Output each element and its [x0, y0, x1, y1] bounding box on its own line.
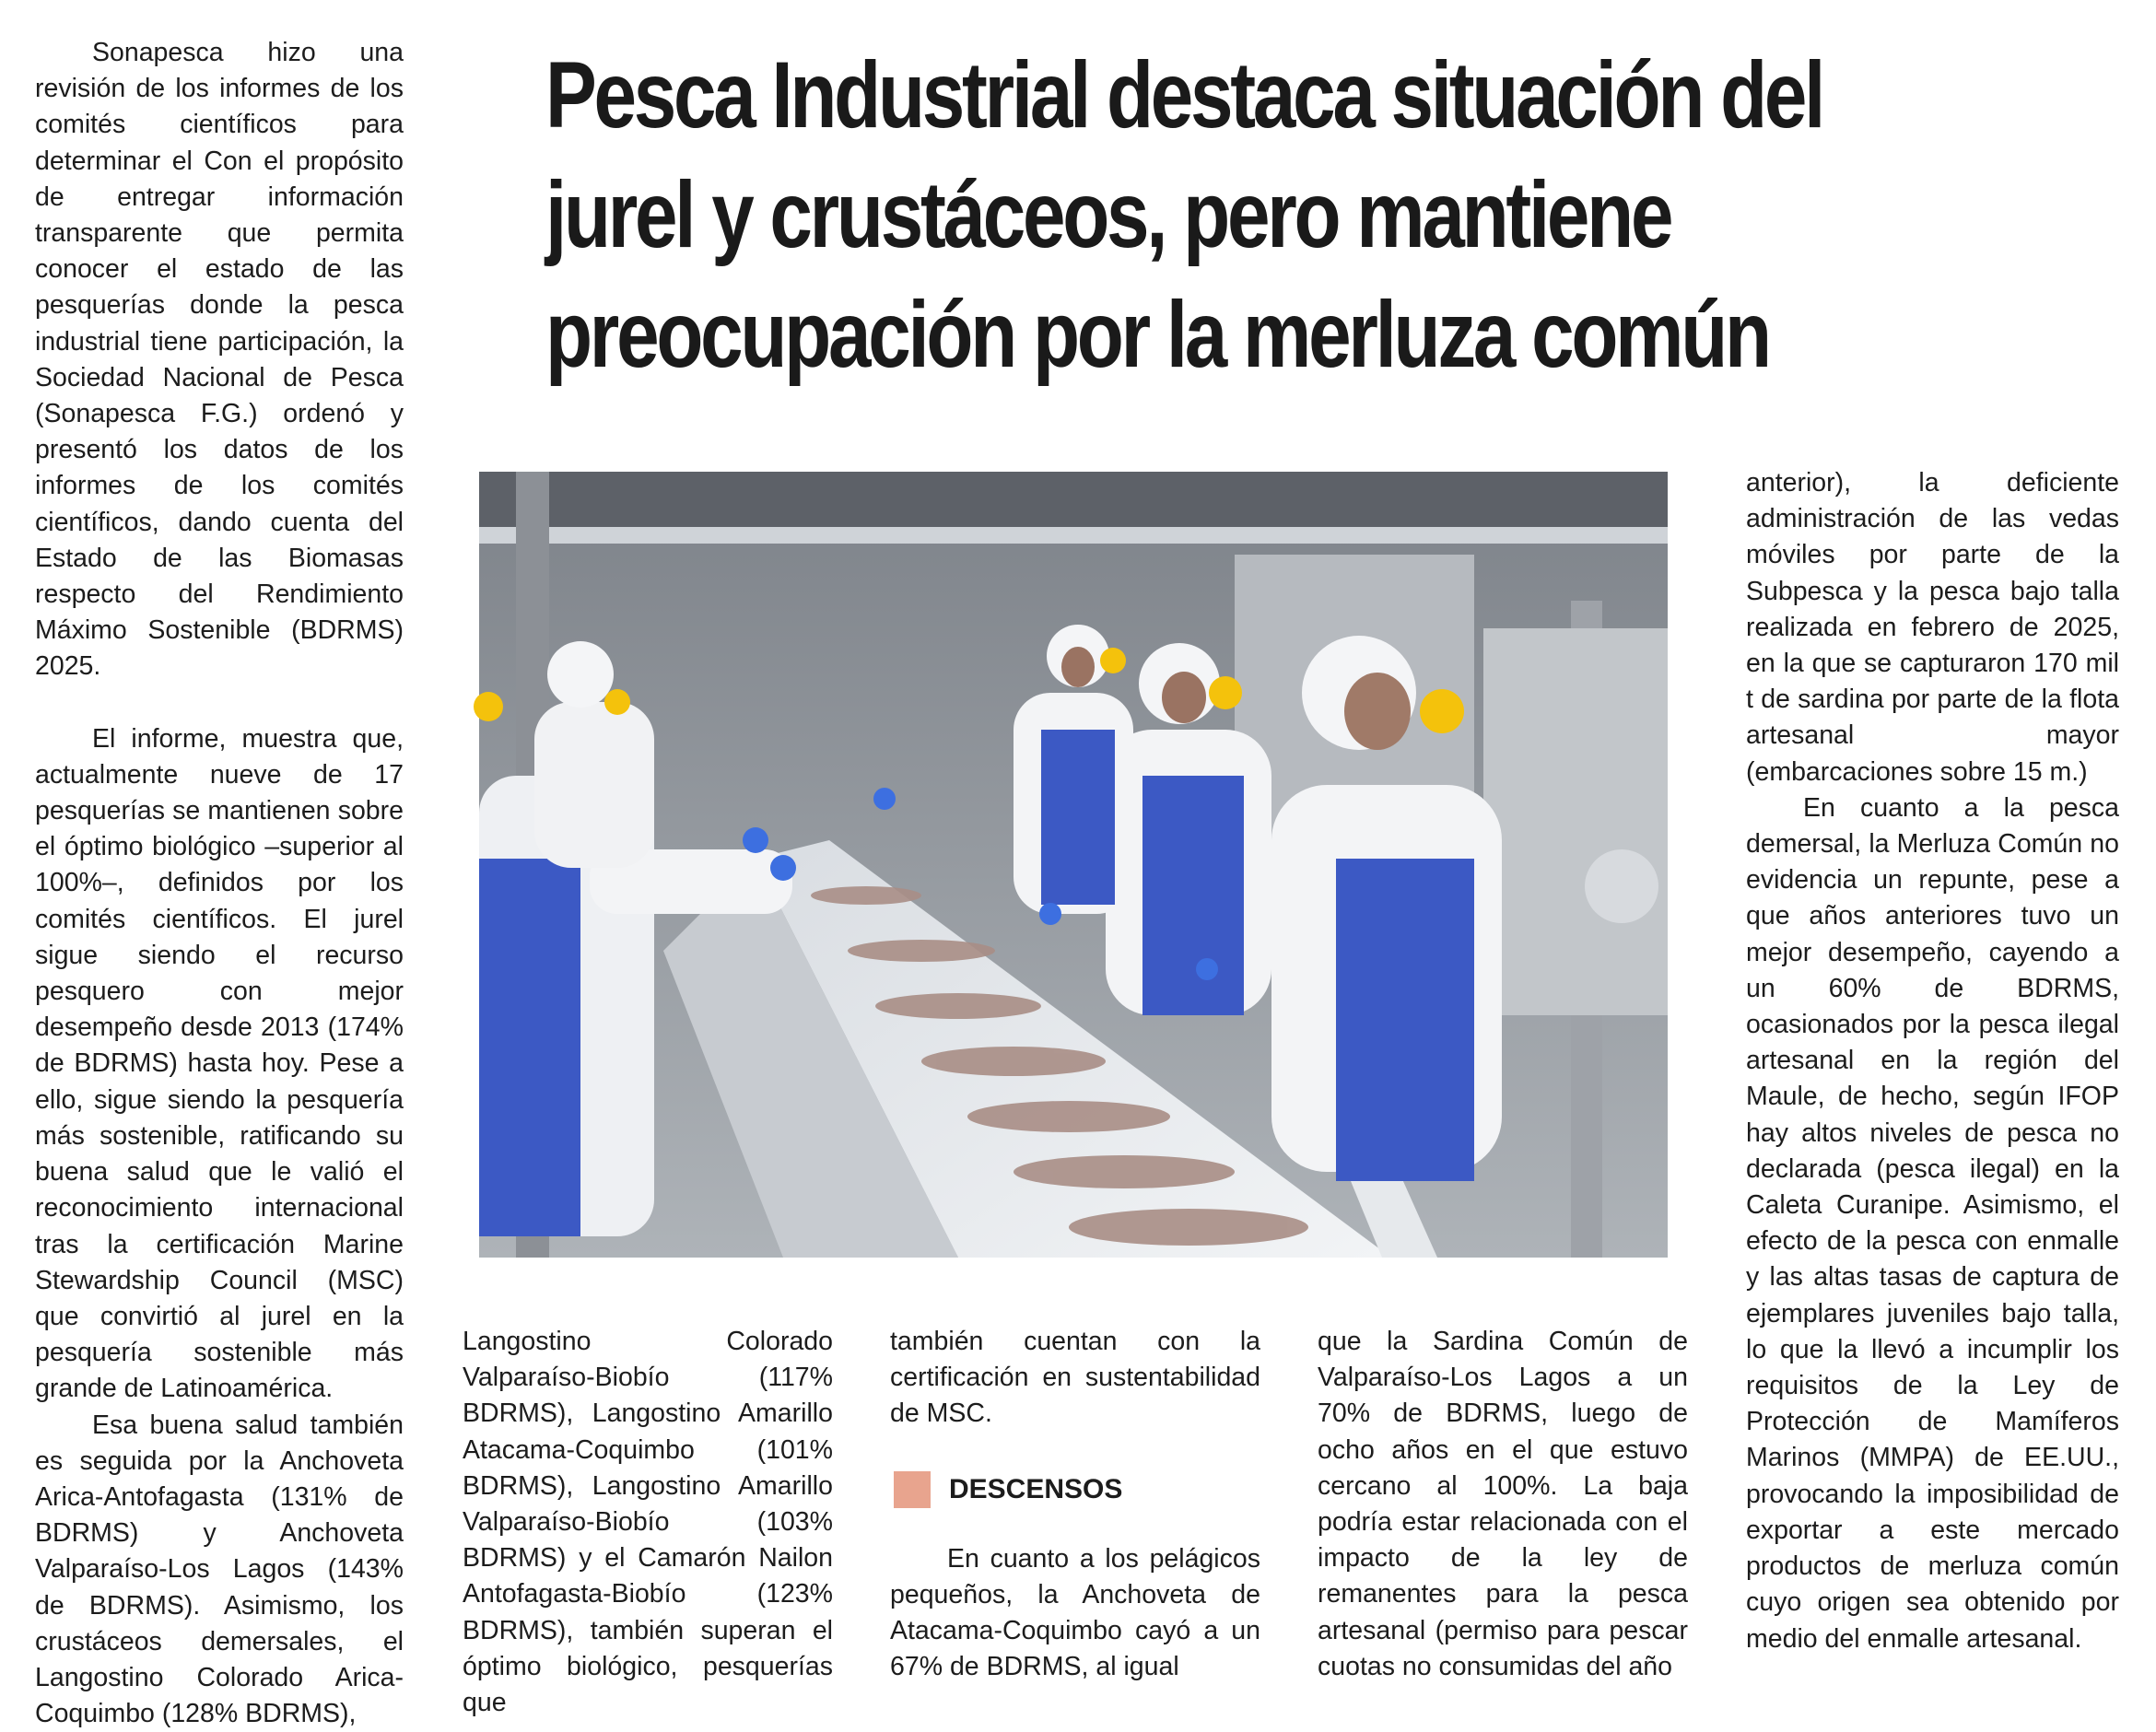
article-column-left: [35, 35, 404, 1729]
paragraph: Langostino Colorado Valparaíso-Biobío (117% BDRMS), Langostino Amarillo Atacama-Coquimbo (101% BDRMS), Langostino Amarillo Valparaíso-Biobío (103% BDRMS) y el Camarón Nailon Antofagasta-Biobío (123% BDRMS), también superan el óptimo biológico, pesquerías que: [463, 1327, 833, 1718]
paragraph: también cuentan con la certificación en sustentabilidad de MSC.: [890, 1327, 1260, 1429]
paragraph: anterior), la deficiente administración de las vedas móviles por parte de la Subpesca y la pesca bajo talla realizada en febrero de 2025, en la que se capturaron 170 mil t de sardina por parte de la flota artesanal mayor (embarcaciones sobre 15 m.): [1746, 468, 2119, 787]
paragraph: En cuanto a los pelágicos pequeños, la Anchoveta de Atacama-Coquimbo cayó a un 67% de BDRMS, al igual: [890, 1543, 1260, 1682]
subhead-marker: [894, 1471, 931, 1508]
article-column-bottom-2: [890, 1324, 1260, 1692]
fish-processing-photo: [479, 472, 1668, 1258]
paragraph: que la Sardina Común de Valparaíso-Los Lagos a un 70% de BDRMS, luego de ocho años en el que estuvo cercano al 100%. La baja podría estar relacionada con el impacto de la ley de remanentes para la pesca artesanal (permiso para pescar cuotas no consumidas del año: [1318, 1327, 1688, 1681]
article-column-right: [1746, 465, 2119, 1695]
paragraph: En cuanto a la pesca demersal, la Merluza Común no evidencia un repunte, pese a que años anteriores tuvo un mejor desempeño, cayendo a un 60% de BDRMS, ocasionados por la pesca ilegal artesanal en la región del Maule, de hecho, según IFOP hay altos niveles de pesca no declarada (pesca ilegal) en la Caleta Curanipe. Asimismo, el efecto de la pesca con enmalle y las altas tasas de captura de ejemplares juveniles bajo talla, lo que la llevó a incumplir los requisitos de la Ley de Protección de Mamíferos Marinos (MMPA) de EE.UU., provocando la imposibilidad de exportar a este mercado productos de merluza común cuyo origen sea obtenido por medio del enmalle artesanal.: [1746, 792, 2119, 1654]
article-photo: [479, 472, 1668, 1258]
paragraph: El informe, muestra que, actualmente nueve de 17 pesquerías se mantienen sobre el óptimo biológico –superior al 100%–, definidos por los comités científicos. El jurel sigue siendo el recurso pesquero con mejor desempeño desde 2013 (174% de BDRMS) hasta hoy. Pese a ello, sigue siendo la pesquería más sostenible, ratificando su buena salud que le valió el reconocimiento internacional tras la certificación Marine Stewardship Council (MSC) que convirtió al jurel en la pesquería sostenible más grande de Latinoamérica.: [35, 723, 404, 1404]
paragraph: Esa buena salud también es seguida por la Anchoveta Arica-Antofagasta (131% de BDRMS) y Anchoveta Valparaíso-Los Lagos (143% de BDRMS). Asimismo, los crustáceos demersales, el Langostino Colorado Arica-Coquimbo (128% BDRMS),: [35, 1410, 404, 1729]
section-subhead: [894, 1471, 1122, 1508]
article-column-bottom-1: [463, 1324, 833, 1718]
article-column-bottom-3: [1318, 1324, 1688, 1692]
headline: Pesca Industrial destaca situación del jurel y crustáceos, pero mantiene preocupación por la merluza común: [545, 42, 1823, 387]
paragraph: Sonapesca hizo una revisión de los informes de los comités científicos para determinar el Con el propósito de entregar información transparente que permita conocer el estado de las pesquerías donde la pesca industrial tiene participación, la Sociedad Nacional de Pesca (Sonapesca F.G.) ordenó y presentó los datos de los informes de los comités científicos, dando cuenta del Estado de las Biomasas respecto del Rendimiento Máximo Sostenible (BDRMS) 2025.: [35, 38, 404, 682]
subhead-label: DESCENSOS: [949, 1474, 1123, 1504]
